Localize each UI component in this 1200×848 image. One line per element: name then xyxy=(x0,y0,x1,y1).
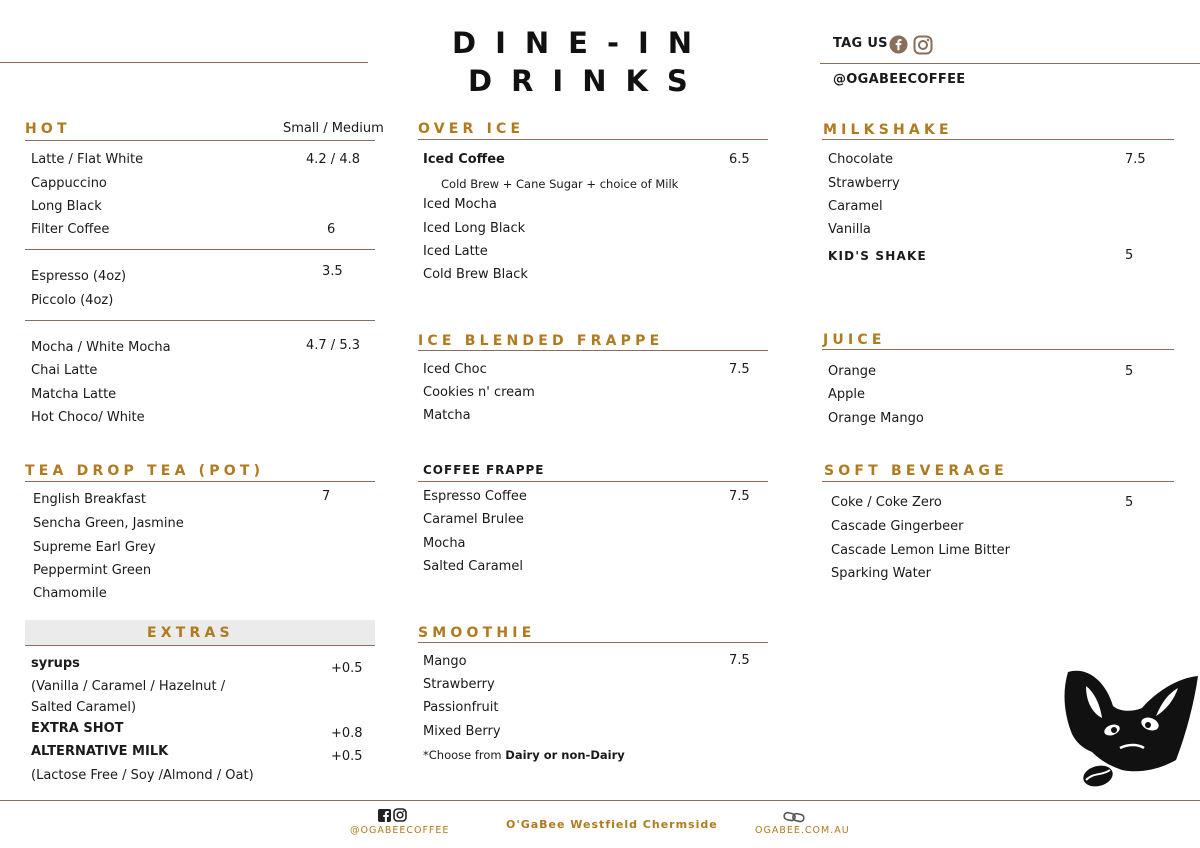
header-rule-left xyxy=(0,62,368,63)
kids-shake: KID'S SHAKE xyxy=(828,249,927,263)
page-title-line2: DRINKS xyxy=(468,64,707,98)
section-title-over-ice: OVER ICE xyxy=(418,121,525,137)
price-shot: +0.8 xyxy=(331,726,363,741)
price-smoothie: 7.5 xyxy=(729,653,750,668)
extras-alt-milk: ALTERNATIVE MILK xyxy=(31,744,169,759)
syrups-detail: (Vanilla / Caramel / Hazelnut / xyxy=(31,679,226,694)
menu-item: Espresso Coffee xyxy=(423,489,527,504)
menu-item: Sparking Water xyxy=(831,566,932,581)
menu-item: Chamomile xyxy=(33,586,107,601)
hot-rule xyxy=(25,140,375,141)
tag-us-label: TAG US xyxy=(833,36,888,51)
menu-item: Vanilla xyxy=(828,222,871,237)
menu-item: Iced Long Black xyxy=(423,221,526,236)
price-alt-milk: +0.5 xyxy=(331,749,363,764)
menu-item: Long Black xyxy=(31,199,102,214)
menu-item: Caramel xyxy=(828,199,883,214)
frappe-rule xyxy=(418,350,768,351)
section-title-tea: TEA DROP TEA (POT) xyxy=(25,463,265,479)
menu-item: Chai Latte xyxy=(31,363,98,378)
menu-item: Mixed Berry xyxy=(423,724,501,739)
menu-item: Strawberry xyxy=(423,677,495,692)
divider xyxy=(25,320,375,321)
menu-item: Mocha xyxy=(423,536,466,551)
menu-item: Espresso (4oz) xyxy=(31,269,127,284)
smoothie-note-prefix: *Choose from xyxy=(423,748,506,762)
menu-item: Passionfruit xyxy=(423,700,499,715)
extras-rule xyxy=(25,645,375,646)
menu-item: Peppermint Green xyxy=(33,563,152,578)
menu-item: Mocha / White Mocha xyxy=(31,340,171,355)
facebook-icon[interactable] xyxy=(889,35,908,54)
coffee-frappe-rule xyxy=(418,481,768,482)
footer-handle[interactable]: @OGABEECOFFEE xyxy=(350,825,450,836)
footer-website[interactable]: OGABEE.COM.AU xyxy=(755,825,850,836)
menu-item: Hot Choco/ White xyxy=(31,410,145,425)
footer-rule xyxy=(0,800,1200,801)
instagram-icon[interactable] xyxy=(913,35,933,55)
price-filter: 6 xyxy=(327,222,336,237)
menu-item: Cookies n' cream xyxy=(423,385,535,400)
menu-item: Latte / Flat White xyxy=(31,152,144,167)
section-title-hot: HOT xyxy=(25,121,71,137)
price-soft: 5 xyxy=(1125,495,1134,510)
link-icon xyxy=(783,808,805,820)
syrups-detail: Salted Caramel) xyxy=(31,700,137,715)
price-juice: 5 xyxy=(1125,364,1134,379)
facebook-icon[interactable] xyxy=(378,807,391,820)
menu-item: Cold Brew Black xyxy=(423,267,528,282)
price-tea: 7 xyxy=(322,489,331,504)
menu-item-iced-coffee: Iced Coffee xyxy=(423,152,505,167)
smoothie-note-bold: Dairy or non-Dairy xyxy=(505,748,625,762)
instagram-icon[interactable] xyxy=(393,807,407,821)
menu-item: Chocolate xyxy=(828,152,894,167)
extras-shot: EXTRA SHOT xyxy=(31,721,124,736)
section-title-extras: EXTRAS xyxy=(147,625,234,641)
menu-item: Orange xyxy=(828,364,877,379)
milkshake-rule xyxy=(822,139,1174,140)
menu-item: Orange Mango xyxy=(828,411,924,426)
section-title-milkshake: MILKSHAKE xyxy=(823,122,953,138)
section-title-frappe: ICE BLENDED FRAPPE xyxy=(418,333,664,349)
price-syrups: +0.5 xyxy=(331,661,363,676)
price-frappe: 7.5 xyxy=(729,362,750,377)
header-handle: @OGABEECOFFEE xyxy=(833,72,966,87)
menu-item: Iced Mocha xyxy=(423,197,497,212)
menu-item: Strawberry xyxy=(828,176,900,191)
page-title-line1: DINE-IN xyxy=(452,26,712,60)
menu-item: Cappuccino xyxy=(31,176,107,191)
section-title-juice: JUICE xyxy=(823,332,886,348)
header-rule-right xyxy=(820,63,1200,64)
extras-syrups: syrups xyxy=(31,656,80,671)
dog-coffee-bean-logo xyxy=(1058,664,1200,794)
price-kids-shake: 5 xyxy=(1125,248,1134,263)
menu-item: Salted Caramel xyxy=(423,559,523,574)
over-ice-rule xyxy=(418,139,768,140)
tea-rule xyxy=(25,481,375,482)
price-milkshake: 7.5 xyxy=(1125,152,1146,167)
price-coffee-frappe: 7.5 xyxy=(729,489,750,504)
iced-coffee-note: Cold Brew + Cane Sugar + choice of Milk xyxy=(441,177,679,191)
menu-item: Iced Latte xyxy=(423,244,488,259)
divider xyxy=(25,249,375,250)
menu-item: Cascade Gingerbeer xyxy=(831,519,964,534)
price-over-ice: 6.5 xyxy=(729,152,750,167)
menu-item: Matcha Latte xyxy=(31,387,117,402)
smoothie-rule xyxy=(418,642,768,643)
menu-item: Iced Choc xyxy=(423,362,487,377)
price-mocha: 4.7 / 5.3 xyxy=(306,338,360,353)
section-title-coffee-frappe: COFFEE FRAPPE xyxy=(423,463,545,477)
menu-item: Coke / Coke Zero xyxy=(831,495,942,510)
menu-item: Filter Coffee xyxy=(31,222,110,237)
menu-item: Caramel Brulee xyxy=(423,512,524,527)
soft-rule xyxy=(822,481,1174,482)
menu-item: Matcha xyxy=(423,408,471,423)
smoothie-note xyxy=(423,748,625,762)
menu-item: Sencha Green, Jasmine xyxy=(33,516,184,531)
section-title-smoothie: SMOOTHIE xyxy=(418,625,536,641)
menu-item: Mango xyxy=(423,654,467,669)
menu-item: Piccolo (4oz) xyxy=(31,293,114,308)
menu-item: Apple xyxy=(828,387,866,402)
size-header: Small / Medium xyxy=(283,121,384,136)
price-latte: 4.2 / 4.8 xyxy=(306,152,360,167)
juice-rule xyxy=(822,349,1174,350)
menu-item: Cascade Lemon Lime Bitter xyxy=(831,543,1011,558)
footer-location: O'GaBee Westfield Chermside xyxy=(506,818,718,831)
alt-milk-detail: (Lactose Free / Soy /Almond / Oat) xyxy=(31,768,254,783)
menu-item: Supreme Earl Grey xyxy=(33,540,156,555)
menu-item: English Breakfast xyxy=(33,492,146,507)
price-espresso: 3.5 xyxy=(322,264,343,279)
section-title-soft-beverage: SOFT BEVERAGE xyxy=(824,463,1008,479)
